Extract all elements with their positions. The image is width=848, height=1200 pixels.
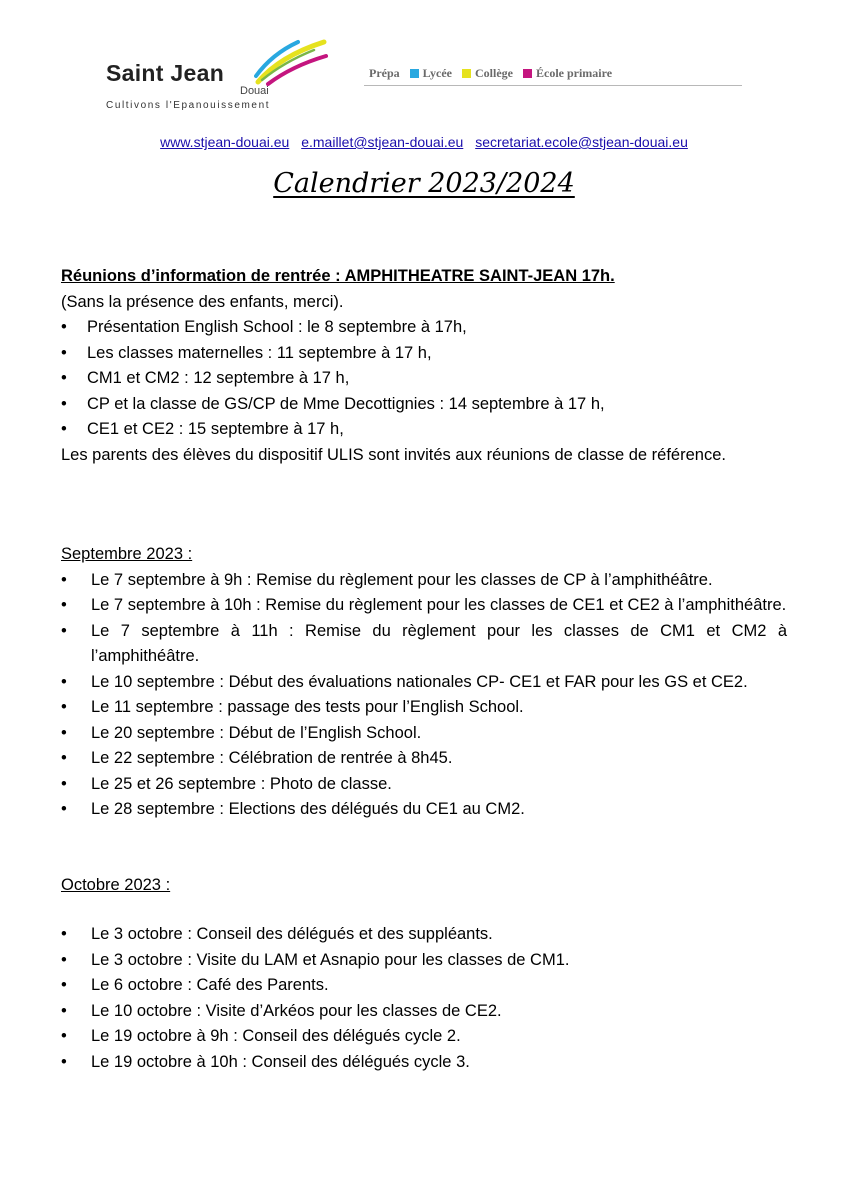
list-item: • Le 28 septembre : Elections des délégués du CE1 au CM2.	[61, 797, 787, 823]
reunions-footer: Les parents des élèves du dispositif ULIS sont invités aux réunions de classe de référence.	[61, 445, 726, 464]
school-logo	[104, 36, 334, 118]
level-lycee: Lycée	[422, 66, 452, 80]
level-primaire-swatch	[523, 69, 532, 78]
header-divider	[364, 85, 742, 86]
list-item: • Le 6 octobre : Café des Parents.	[61, 973, 787, 999]
logo-swoosh-icon	[254, 36, 334, 86]
septembre-list	[61, 568, 787, 823]
list-item: • Le 7 septembre à 11h : Remise du règlement pour les classes de CM1 et CM2 à l’amphithéâtre.	[61, 619, 787, 670]
bullet-icon: •	[61, 976, 67, 994]
bullet-icon: •	[61, 420, 67, 438]
bullet-icon: •	[61, 672, 67, 691]
contact-links	[0, 134, 848, 150]
bullet-icon: •	[61, 369, 67, 387]
list-item: • Le 20 septembre : Début de l’English School.	[61, 721, 787, 747]
bullet-icon: •	[61, 394, 67, 413]
document-body	[61, 264, 787, 1075]
list-item: • Le 7 septembre à 10h : Remise du règlement pour les classes de CE1 et CE2 à l’amphithéâtre.	[61, 593, 787, 619]
list-item: • Le 22 septembre : Célébration de rentrée à 8h45.	[61, 746, 787, 772]
level-primaire: École primaire	[535, 66, 613, 80]
reunions-list	[61, 315, 787, 443]
list-item: • Le 19 octobre à 9h : Conseil des délégués cycle 2.	[61, 1024, 787, 1050]
bullet-icon: •	[61, 800, 67, 818]
list-item: • Le 10 septembre : Début des évaluations nationales CP- CE1 et FAR pour les GS et CE2.	[61, 670, 787, 696]
bullet-icon: •	[61, 596, 67, 614]
level-lycee-swatch	[410, 69, 419, 78]
logo-name: Saint Jean	[106, 60, 225, 86]
octobre-list	[61, 922, 787, 1075]
school-levels	[369, 66, 612, 81]
website-link[interactable]: www.stjean-douai.eu	[160, 134, 290, 150]
list-item: • Le 11 septembre : passage des tests pour l’English School.	[61, 695, 787, 721]
bullet-icon: •	[61, 925, 67, 943]
list-item: • Le 25 et 26 septembre : Photo de classe.	[61, 772, 787, 798]
bullet-icon: •	[61, 621, 67, 640]
octobre-heading: Octobre 2023 :	[61, 875, 171, 894]
reunions-heading: Réunions d’information de rentrée : AMPHITHEATRE SAINT-JEAN 17h.	[61, 267, 615, 285]
septembre-heading: Septembre 2023 :	[61, 545, 193, 563]
list-item: • CE1 et CE2 : 15 septembre à 17 h,	[61, 417, 787, 443]
list-item: • Le 10 octobre : Visite d’Arkéos pour les classes de CE2.	[61, 999, 787, 1025]
logo-city: Douai	[240, 85, 269, 97]
list-item: • Le 3 octobre : Conseil des délégués et des suppléants.	[61, 922, 787, 948]
bullet-icon: •	[61, 343, 67, 362]
level-college-swatch	[462, 69, 471, 78]
list-item: • Les classes maternelles : 11 septembre à 17 h,	[61, 341, 787, 367]
list-item: • Le 3 octobre : Visite du LAM et Asnapio pour les classes de CM1.	[61, 948, 787, 974]
list-item: • Présentation English School : le 8 septembre à 17h,	[61, 315, 787, 341]
level-prepa: Prépa	[369, 66, 400, 80]
bullet-icon: •	[61, 774, 67, 793]
email-link-maillet[interactable]: e.maillet@stjean-douai.eu	[301, 134, 464, 150]
bullet-icon: •	[61, 570, 67, 589]
logo-tagline: Cultivons l'Epanouissement	[106, 100, 271, 111]
bullet-icon: •	[61, 1001, 67, 1020]
bullet-icon: •	[61, 950, 67, 969]
list-item: • Le 7 septembre à 9h : Remise du règlement pour les classes de CP à l’amphithéâtre.	[61, 568, 787, 594]
email-link-secretariat[interactable]: secretariat.ecole@stjean-douai.eu	[475, 134, 688, 150]
bullet-icon: •	[61, 1052, 67, 1071]
bullet-icon: •	[61, 698, 67, 716]
bullet-icon: •	[61, 318, 67, 336]
bullet-icon: •	[61, 723, 67, 742]
bullet-icon: •	[61, 749, 67, 767]
list-item: • CM1 et CM2 : 12 septembre à 17 h,	[61, 366, 787, 392]
list-item: • CP et la classe de GS/CP de Mme Decottignies : 14 septembre à 17 h,	[61, 392, 787, 418]
reunions-note: (Sans la présence des enfants, merci).	[61, 292, 344, 311]
bullet-icon: •	[61, 1027, 67, 1045]
list-item: • Le 19 octobre à 10h : Conseil des délégués cycle 3.	[61, 1050, 787, 1076]
level-college: Collège	[474, 66, 513, 80]
page-title: Calendrier 2023/2024	[273, 168, 575, 199]
